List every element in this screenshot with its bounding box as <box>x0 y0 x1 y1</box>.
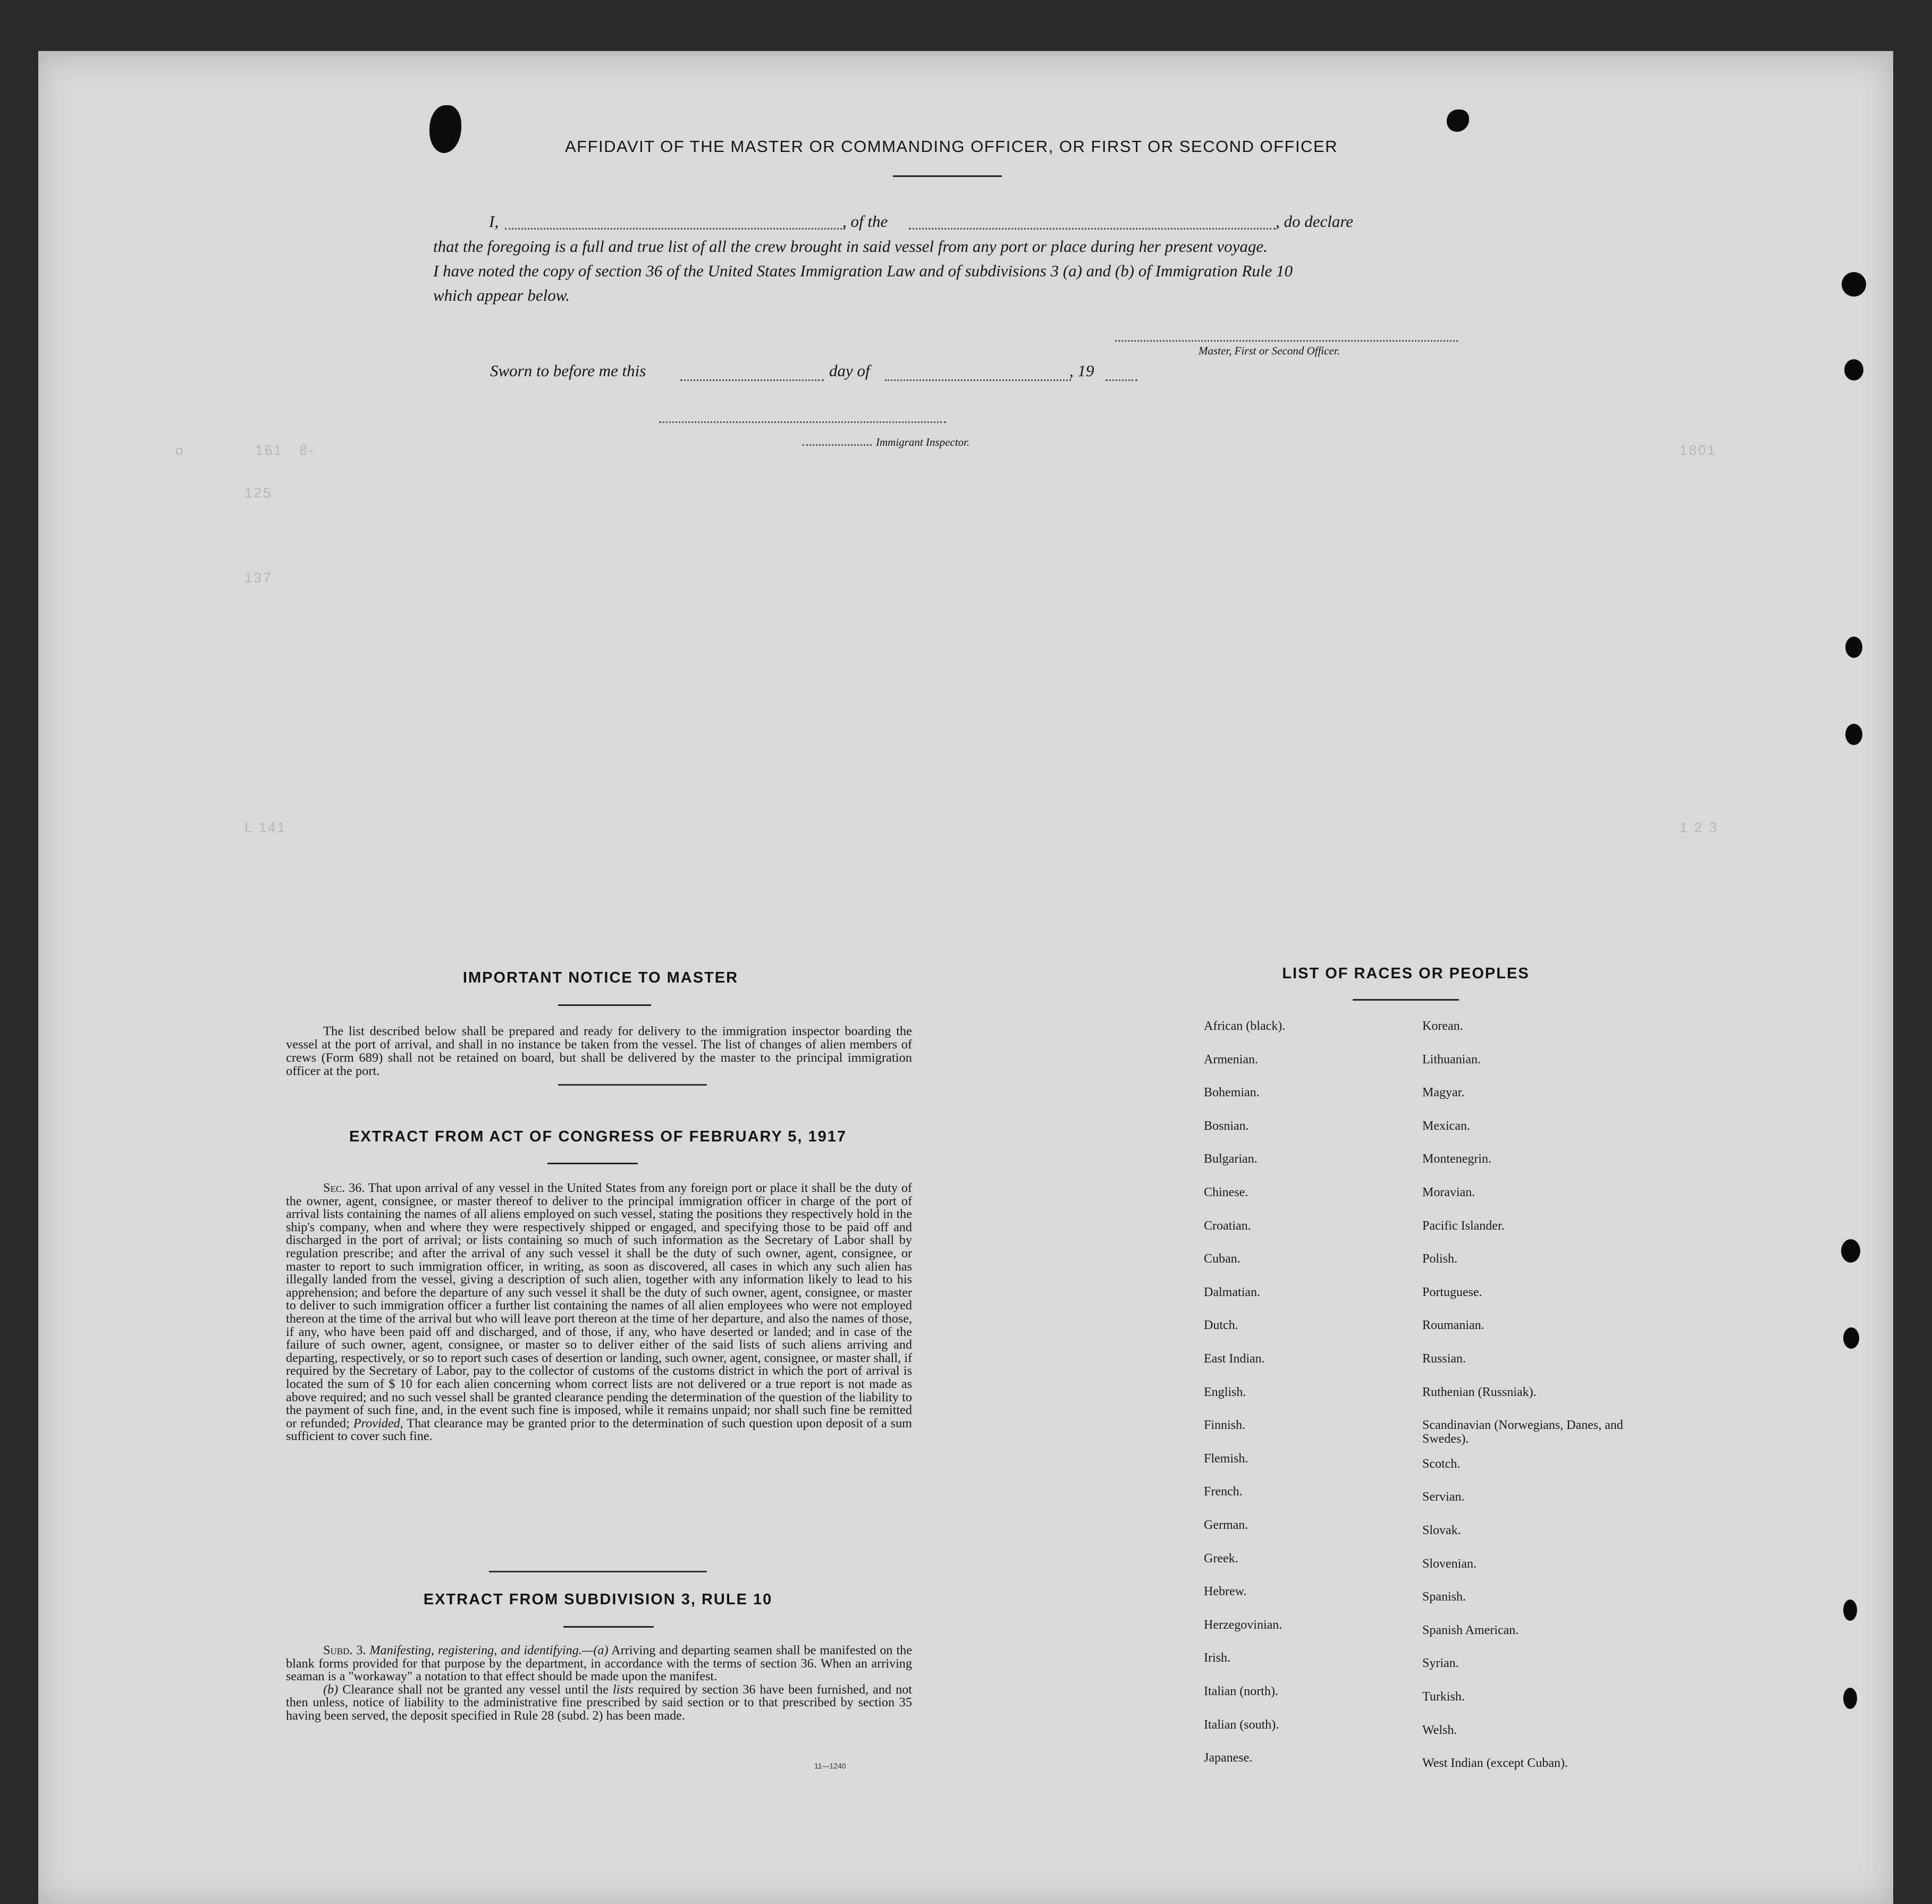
section-divider <box>489 1571 707 1572</box>
affidavit-declare: , do declare <box>1276 212 1354 231</box>
race-item: Italian (north). <box>1204 1685 1278 1698</box>
rule10-subd-label: Subd. 3. <box>323 1643 366 1657</box>
race-item: Armenian. <box>1204 1052 1258 1067</box>
race-item: Irish. <box>1204 1651 1230 1665</box>
affidavit-line-3: I have noted the copy of section 36 of the United States Immigration Law and of subdivisions 3 (a) and (b) of Immigration Rule 10 <box>433 261 1293 280</box>
race-item: Bosnian. <box>1204 1119 1249 1133</box>
punch-hole <box>1843 1327 1859 1349</box>
rule10-para-b-lists: lists <box>612 1682 634 1697</box>
notice-text <box>286 1025 912 1078</box>
race-item: Mexican. <box>1422 1119 1470 1133</box>
race-item: Bulgarian. <box>1204 1152 1258 1166</box>
race-item: Croatian. <box>1204 1218 1251 1233</box>
race-item: German. <box>1204 1518 1248 1532</box>
affidavit-line-4: which appear below. <box>433 286 570 304</box>
officer-name-field[interactable] <box>505 228 845 230</box>
race-item: Syrian. <box>1422 1656 1459 1671</box>
signature-caption: Master, First or Second Officer. <box>1199 344 1340 357</box>
race-item: Scandinavian (Norwegians, Danes, and Swedes). <box>1422 1418 1623 1446</box>
act-provided-label: Provided, <box>353 1416 403 1431</box>
punch-hole <box>1843 1600 1857 1621</box>
race-item: Lithuanian. <box>1422 1052 1481 1067</box>
race-item: Moravian. <box>1422 1186 1475 1199</box>
race-item: Japanese. <box>1204 1751 1253 1765</box>
rule10-underline <box>563 1626 654 1628</box>
bleed-through-marks: L 141 <box>244 819 287 835</box>
act-title: EXTRACT FROM ACT OF CONGRESS OF FEBRUARY 5, 1917 <box>349 1128 847 1145</box>
bleed-through-marks: 1801 <box>1680 442 1717 458</box>
act-paragraph-end: That clearance may be granted prior to the determination of such question upon deposit of a sum sufficient to cover such fine. <box>286 1416 912 1444</box>
race-item: Flemish. <box>1204 1451 1248 1466</box>
affidavit-line-2: that the foregoing is a full and true list of all the crew brought in said vessel from any port or place during her present voyage. <box>433 237 1268 256</box>
form-number: 11—1240 <box>814 1762 846 1770</box>
race-item: Spanish American. <box>1422 1623 1519 1637</box>
race-item: Polish. <box>1422 1252 1458 1266</box>
race-item: Bohemian. <box>1204 1086 1260 1100</box>
race-item: Korean. <box>1422 1019 1463 1033</box>
sworn-year-field[interactable] <box>1106 379 1137 381</box>
section-divider <box>558 1084 707 1086</box>
sworn-day-field[interactable] <box>680 379 824 381</box>
race-item: Ruthenian (Russniak). <box>1422 1385 1537 1399</box>
rule10-subd-heading: Manifesting, registering, and identifying.—(a) <box>369 1643 609 1657</box>
race-item: Scotch. <box>1422 1457 1461 1471</box>
bleed-through-marks: 125 <box>244 485 273 501</box>
notice-title: IMPORTANT NOTICE TO MASTER <box>462 969 739 986</box>
act-section-label: Sec. 36. <box>323 1181 365 1195</box>
punch-hole <box>1844 359 1863 380</box>
punch-hole <box>1845 637 1862 658</box>
sworn-day-of: day of <box>829 361 870 380</box>
rule10-para-b-2: required by section 36 have been furnished, and not then unless, notice of liability to the administrative fine prescribed by said section or to that prescribed by section 35 having been served, the deposit specified in Rule 28 (subd. 2) has been made. <box>286 1682 913 1723</box>
race-item: Herzegovinian. <box>1204 1618 1283 1632</box>
race-item: Cuban. <box>1204 1252 1241 1266</box>
race-item: Russian. <box>1422 1352 1466 1366</box>
race-item: Welsh. <box>1422 1723 1457 1737</box>
punch-hole <box>1841 1239 1860 1263</box>
race-item: East Indian. <box>1204 1352 1265 1366</box>
act-underline <box>547 1163 638 1164</box>
inspector-caption: Immigrant Inspector. <box>876 436 970 449</box>
race-item: Slovenian. <box>1422 1556 1477 1571</box>
race-item: Hebrew. <box>1204 1585 1247 1599</box>
sworn-year-prefix: , 19 <box>1069 361 1094 380</box>
race-item: Magyar. <box>1422 1086 1465 1100</box>
race-item: Portuguese. <box>1422 1285 1482 1299</box>
document-page <box>38 55 1893 1904</box>
sworn-month-field[interactable] <box>885 379 1071 381</box>
affidavit-i: I, <box>489 212 499 231</box>
race-item: Montenegrin. <box>1422 1152 1491 1166</box>
races-title: LIST OF RACES OR PEOPLES <box>1282 965 1530 982</box>
rule10-para-b-label: (b) <box>323 1682 339 1697</box>
races-underline <box>1353 999 1459 1001</box>
inspector-signature-line-2 <box>803 444 872 446</box>
race-item: Turkish. <box>1422 1690 1465 1704</box>
race-item: Greek. <box>1204 1551 1238 1565</box>
race-item: Italian (south). <box>1204 1717 1279 1732</box>
race-item: Dutch. <box>1204 1318 1238 1333</box>
bleed-through-marks: o 161 8- <box>175 442 315 458</box>
affidavit-title: AFFIDAVIT OF THE MASTER OR COMMANDING OFFICER, OR FIRST OR SECOND OFFICER <box>564 137 1338 156</box>
vessel-name-field[interactable] <box>909 228 1276 230</box>
act-paragraph: That upon arrival of any vessel in the United States from any foreign port or place it shall be the duty of the owner, agent, consignee, or master thereof to deliver to the principal immigration officer in charge of the port of arrival lists containing the names of all aliens employed on such vessel, stating the positions they respectively hold in the ship's company, when and where they were respectively shipped or engaged, and specifying those to be paid off and discharged in the port of arrival; or lists containing so much of such information as the Secretary of Labor shall by regulation prescribe; and after the arrival of any such vessel it shall be the duty of such owner, agent, consignee, or master to report to such immigration officer, in writing, as soon as discovered, all cases in which any such alien has illegally landed from the vessel, giving a description of such alien, together with any information likely to lead to his apprehension; and before the departure of any such vessel it shall be the duty of such owner, agent, consignee, or master to deliver to such immigration officer a further list containing the names of all alien employees who were not employed thereon at the time of the arrival but who will leave port thereon at the time of her departure, and also the names of those, if any, who have been paid off and discharged, and of those, if any, who have deserted or landed; and in case of the failure of such owner, agent, consignee, or master so to deliver either of the said lists of such aliens arriving and departing, respectively, or so to report such cases of desertion or landing, such owner, agent, consignee, or master shall, if required by the Secretary of Labor, pay to the collector of customs of the customs district in which the port of arrival is located the sum of $ 10 for each alien concerning whom correct lists are not delivered or a true report is not made as above required; and no such vessel shall be granted clearance pending the determination of the question of the liability to the payment of such fine, and, in the event such fine is imposed, while it remains unpaid; nor shall such fine be remitted or refunded; <box>286 1181 912 1431</box>
race-item: Spanish. <box>1422 1590 1466 1604</box>
rule10-title: EXTRACT FROM SUBDIVISION 3, RULE 10 <box>423 1591 773 1608</box>
bleed-through-marks: 1 2 3 <box>1680 819 1718 835</box>
punch-hole <box>1843 1688 1857 1709</box>
affidavit-of-the: , of the <box>842 212 888 231</box>
race-item: Roumanian. <box>1422 1318 1484 1333</box>
notice-underline <box>558 1004 651 1006</box>
punch-hole <box>1845 724 1862 745</box>
title-underline <box>893 175 1002 177</box>
notice-paragraph: The list described below shall be prepared and ready for delivery to the immigration inspector boarding the vessel at the port of arrival, and shall in no instance be taken from the vessel. The list of changes of alien members of crews (Form 689) shall not be retained on board, but shall be delivered by the master to the principal immigration officer at the port. <box>286 1024 912 1078</box>
race-item: Servian. <box>1422 1490 1465 1504</box>
race-item: Slovak. <box>1422 1524 1461 1537</box>
race-item: West Indian (except Cuban). <box>1422 1756 1568 1771</box>
sworn-prefix: Sworn to before me this <box>490 361 646 380</box>
rule10-para-b-1: Clearance shall not be granted any vessel until the <box>342 1682 609 1697</box>
race-item: French. <box>1204 1485 1243 1499</box>
race-item: Pacific Islander. <box>1422 1218 1505 1233</box>
punch-hole <box>1842 272 1866 297</box>
race-item: Chinese. <box>1204 1186 1248 1199</box>
race-item: Dalmatian. <box>1204 1285 1260 1299</box>
rule10-text <box>286 1644 912 1723</box>
race-item: Finnish. <box>1204 1418 1246 1433</box>
act-text <box>286 1182 912 1443</box>
rule10-para-a: Arriving and departing seamen shall be manifested on the blank forms provided for that purpose by the department, in accordance with the terms of section 36. When an arriving seaman is a "workaway" a notation to that effect should be made upon the manifest. <box>286 1643 913 1684</box>
bleed-through-marks: 137 <box>244 570 273 586</box>
race-item: English. <box>1204 1385 1246 1399</box>
inspector-signature-line[interactable] <box>659 421 946 423</box>
signature-line[interactable] <box>1115 340 1458 342</box>
race-item: African (black). <box>1204 1019 1286 1033</box>
